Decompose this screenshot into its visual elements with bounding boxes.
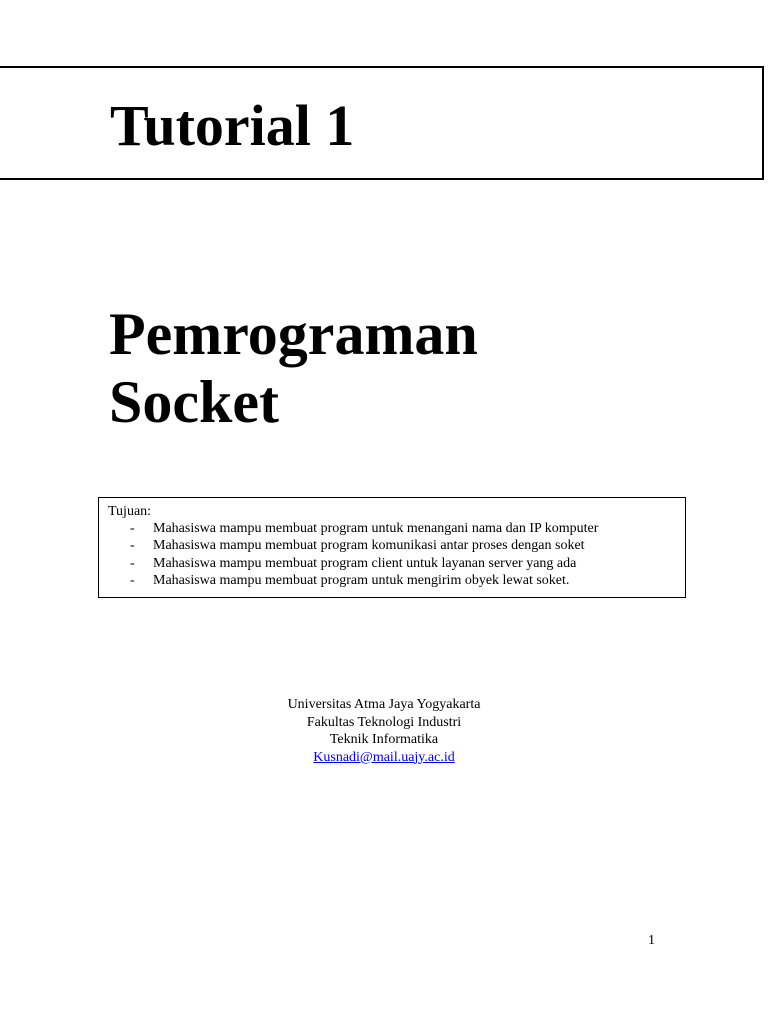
list-bullet: - [130, 555, 135, 571]
main-heading-line-1: Pemrograman [109, 301, 478, 367]
objectives-list [108, 520, 685, 589]
objectives-label: Tujuan: [108, 504, 152, 519]
email-link[interactable]: Kusnadi@mail.uajy.ac.id [313, 749, 455, 765]
objective-text-3: Mahasiswa mampu membuat program client untuk layanan server yang ada [153, 555, 577, 571]
university-name: Universitas Atma Jaya Yogyakarta [287, 697, 481, 712]
faculty-name: Fakultas Teknologi Industri [306, 714, 462, 730]
page-title: Tutorial 1 [110, 93, 355, 158]
objective-item-3 [108, 555, 685, 572]
list-bullet: - [130, 572, 135, 588]
list-bullet: - [130, 538, 135, 554]
objectives-box [98, 497, 686, 598]
list-bullet: - [130, 521, 135, 537]
objective-item-1 [108, 520, 685, 537]
main-heading-line-2: Socket [109, 369, 279, 435]
main-heading [109, 300, 478, 436]
objective-text-2: Mahasiswa mampu membuat program komunikasi antar proses dengan soket [153, 538, 585, 554]
objective-text-1: Mahasiswa mampu membuat program untuk menangani nama dan IP komputer [153, 521, 599, 537]
objective-item-2 [108, 537, 685, 554]
page-number: 1 [648, 933, 655, 948]
objective-item-4 [108, 572, 685, 589]
affiliation-block [0, 696, 768, 766]
objective-text-4: Mahasiswa mampu membuat program untuk mengirim obyek lewat soket. [153, 572, 570, 588]
email-line [0, 749, 768, 767]
department-name: Teknik Informatika [329, 732, 439, 747]
